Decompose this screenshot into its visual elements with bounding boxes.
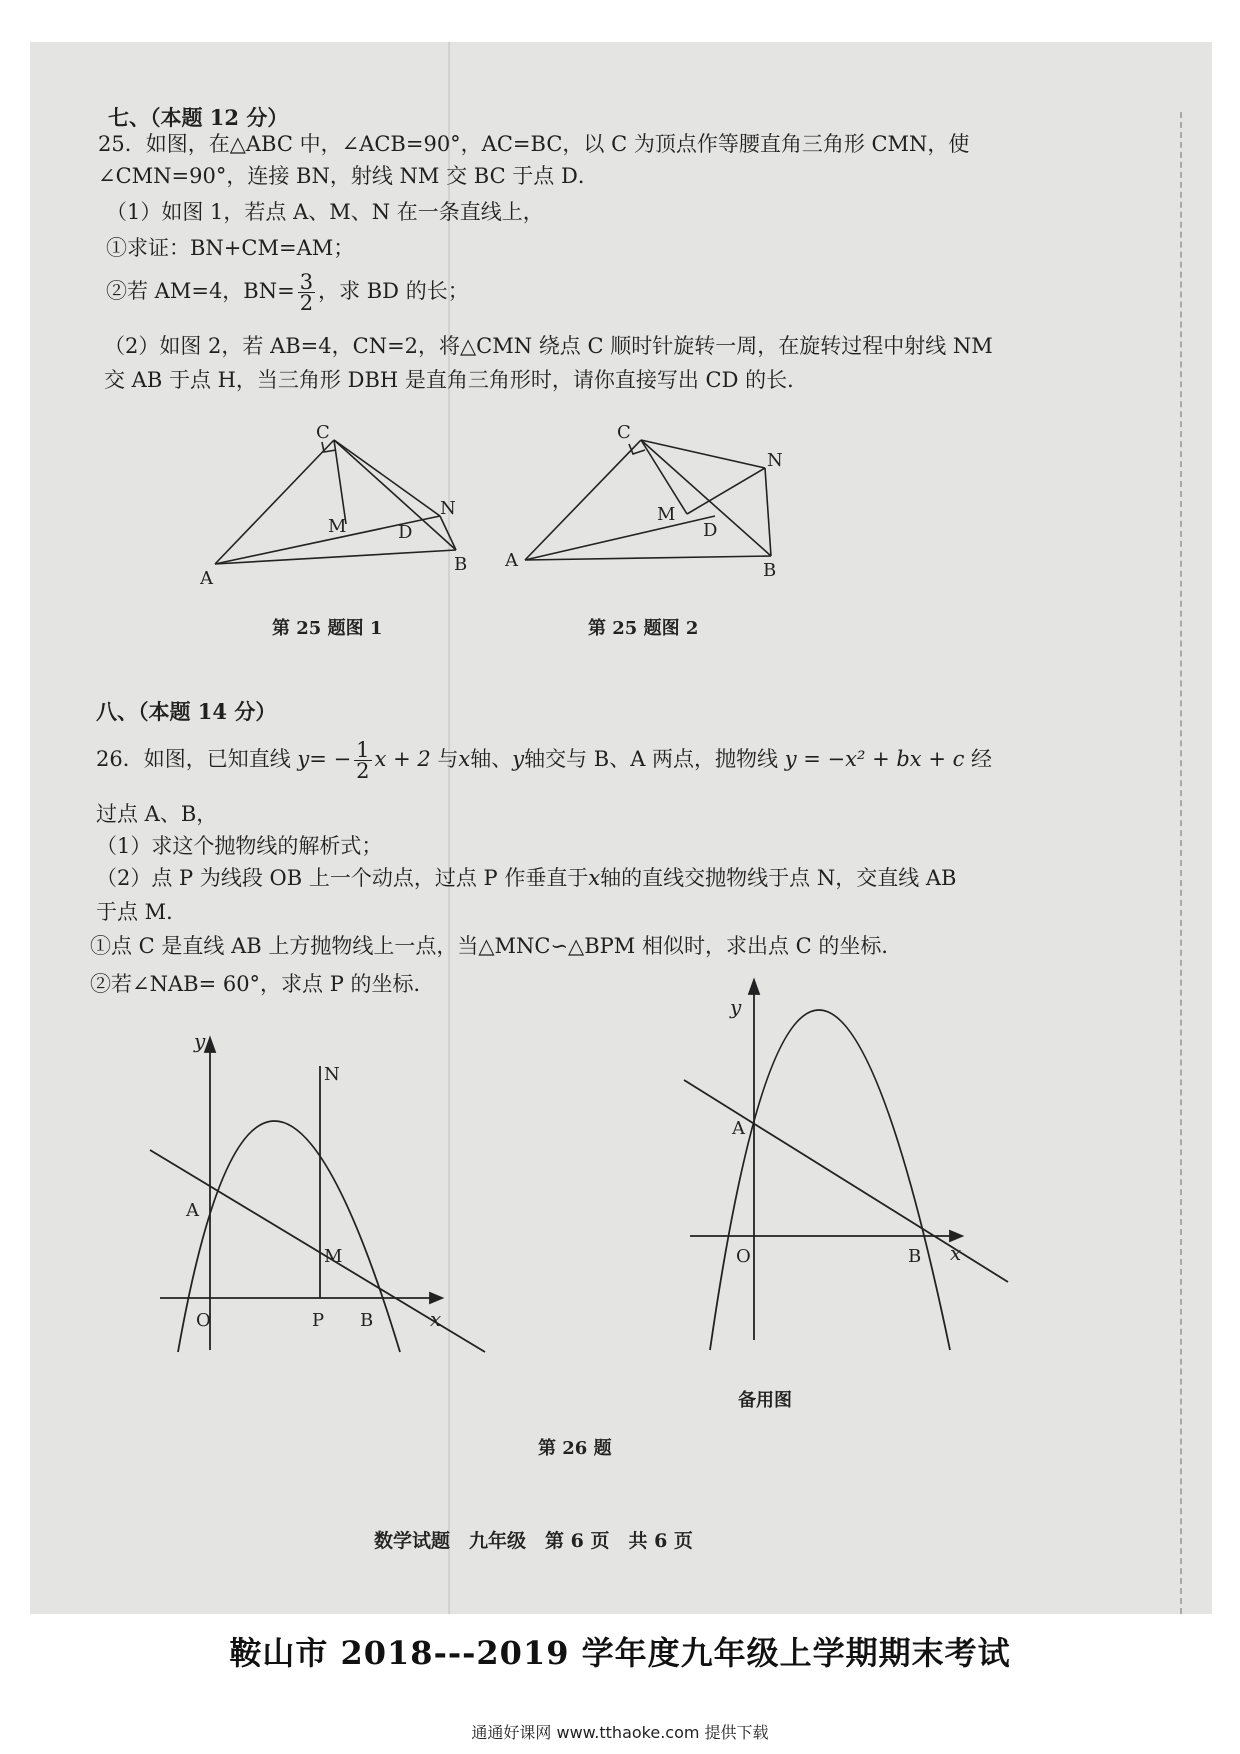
- q25-section-heading: 七、（本题 12 分）: [108, 105, 289, 130]
- label-a: A: [505, 550, 518, 571]
- label-m: M: [328, 516, 347, 537]
- x-axis-arrow: [430, 1293, 442, 1303]
- q26-line6: ①点 C 是直线 AB 上方抛物线上一点，当△MNC∽△BPM 相似时，求出点 C 的坐标．: [90, 934, 903, 958]
- label-y: y: [730, 995, 742, 1019]
- q26-line7: ②若∠NAB= 60°，求点 P 的坐标．: [90, 972, 435, 996]
- q26-var-x: x: [458, 747, 471, 771]
- segment-cn: [334, 440, 440, 516]
- label-x: x: [950, 1241, 962, 1265]
- label-b: B: [908, 1246, 922, 1267]
- label-y: y: [194, 1030, 206, 1053]
- label-d: D: [398, 522, 413, 543]
- label-a: A: [200, 568, 213, 589]
- q26-fraction: [354, 740, 371, 781]
- segment-ac: [215, 440, 334, 564]
- q26-line-expression: x + 2: [374, 747, 431, 771]
- q26-var-y2: y: [512, 747, 525, 771]
- x-axis-arrow: [950, 1231, 962, 1241]
- perforation-line: [1180, 112, 1182, 1614]
- q26-figure-caption: 第 26 题: [538, 1438, 612, 1459]
- label-a: A: [186, 1200, 199, 1221]
- q26-spare-caption: 备用图: [738, 1390, 792, 1411]
- q26-equals-minus: = −: [309, 747, 352, 771]
- segment-am: [525, 516, 718, 560]
- q26-line1: [96, 740, 992, 781]
- label-n: N: [324, 1064, 340, 1085]
- q25-line5-text-a: ②若 AM=4，BN=: [106, 279, 295, 303]
- label-o: O: [736, 1246, 751, 1267]
- q25-figure-1: [200, 420, 480, 590]
- q26-text-through: 经: [971, 747, 993, 771]
- q26-section-heading: 八、（本题 14 分）: [96, 699, 277, 724]
- segment-cb: [334, 440, 456, 550]
- q25-line6: （2）如图 2，若 AB=4，CN=2，将△CMN 绕点 C 顺时针旋转一周，在旋转过程中射线 NM: [104, 334, 993, 358]
- q26-line4-text-a: （2）点 P 为线段 OB 上一个动点，过点 P 作垂直于: [96, 866, 589, 890]
- segment-ab: [525, 556, 771, 560]
- fraction-numerator: 3: [299, 270, 314, 294]
- segment-nb: [440, 516, 456, 550]
- q26-line5: 于点 M．: [96, 900, 188, 924]
- fraction-denominator: 2: [299, 291, 314, 315]
- parabola: [710, 1010, 950, 1350]
- q25-line4: ①求证：BN+CM=AM；: [106, 236, 355, 260]
- label-x: x: [430, 1307, 442, 1331]
- right-angle-mark: [629, 444, 645, 454]
- q26-line4-text-b: 轴的直线交抛物线于点 N，交直线 AB: [600, 866, 957, 890]
- label-o: O: [196, 1310, 211, 1331]
- q26-line4-var-x: x: [588, 866, 601, 890]
- q25-line5: [106, 272, 469, 313]
- label-c: C: [617, 422, 631, 443]
- q26-var-y: y: [297, 747, 310, 771]
- q25-fraction: [298, 272, 315, 313]
- page-footer: 数学试题 九年级 第 6 页 共 6 页: [374, 1530, 693, 1552]
- q26-line3: （1）求这个抛物线的解析式；: [96, 834, 383, 858]
- segment-cm: [334, 440, 346, 524]
- y-axis-arrow: [205, 1038, 215, 1052]
- q26-text-and: 与: [437, 747, 459, 771]
- label-c: C: [316, 422, 330, 443]
- q25-figure2-caption: 第 25 题图 2: [588, 618, 699, 639]
- q26-text-axis: 轴、: [470, 747, 513, 771]
- label-m: M: [657, 504, 676, 525]
- label-n: N: [767, 450, 783, 471]
- q25-figure1-caption: 第 25 题图 1: [272, 618, 383, 639]
- q26-parabola-expression: y = −x² + bx + c: [784, 747, 965, 771]
- label-b: B: [360, 1310, 374, 1331]
- q25-line5-text-b: ，求 BD 的长；: [318, 279, 469, 303]
- fraction-denominator: 2: [356, 759, 370, 783]
- q26-line2: 过点 A、B，: [96, 802, 218, 826]
- label-n: N: [440, 498, 456, 519]
- label-b: B: [763, 560, 777, 581]
- segment-cn: [641, 440, 765, 468]
- q25-line3: （1）如图 1，若点 A、M、N 在一条直线上，: [106, 200, 544, 224]
- segment-cm: [641, 440, 687, 514]
- segment-nb: [765, 468, 771, 556]
- exam-title: 鞍山市 2018---2019 学年度九年级上学期期末考试: [229, 1634, 1011, 1672]
- q25-line1: 25．如图，在△ABC 中，∠ACB=90°，AC=BC，以 C 为顶点作等腰直角三角形 CMN，使: [98, 132, 970, 156]
- label-d: D: [703, 520, 718, 541]
- y-axis-arrow: [749, 980, 759, 994]
- q26-text-intersect: 轴交与 B、A 两点，抛物线: [524, 747, 779, 771]
- fraction-numerator: 1: [356, 738, 370, 762]
- q25-line2: ∠CMN=90°，连接 BN，射线 NM 交 BC 于点 D．: [98, 164, 599, 188]
- q25-figure-2: [505, 420, 805, 590]
- q25-line7: 交 AB 于点 H，当三角形 DBH 是直角三角形时，请你直接写出 CD 的长．: [104, 368, 809, 392]
- label-b: B: [454, 554, 468, 575]
- site-footer: 通通好课网 www.tthaoke.com 提供下载: [471, 1723, 769, 1742]
- label-p: P: [312, 1310, 325, 1331]
- segment-ac: [525, 440, 641, 560]
- label-m: M: [324, 1246, 343, 1267]
- q26-line4: [96, 864, 957, 892]
- q26-line1-text: 26．如图，已知直线: [96, 747, 291, 771]
- label-a: A: [732, 1118, 745, 1139]
- q26-figure: [140, 1030, 500, 1360]
- q26-spare-figure: [680, 970, 1020, 1380]
